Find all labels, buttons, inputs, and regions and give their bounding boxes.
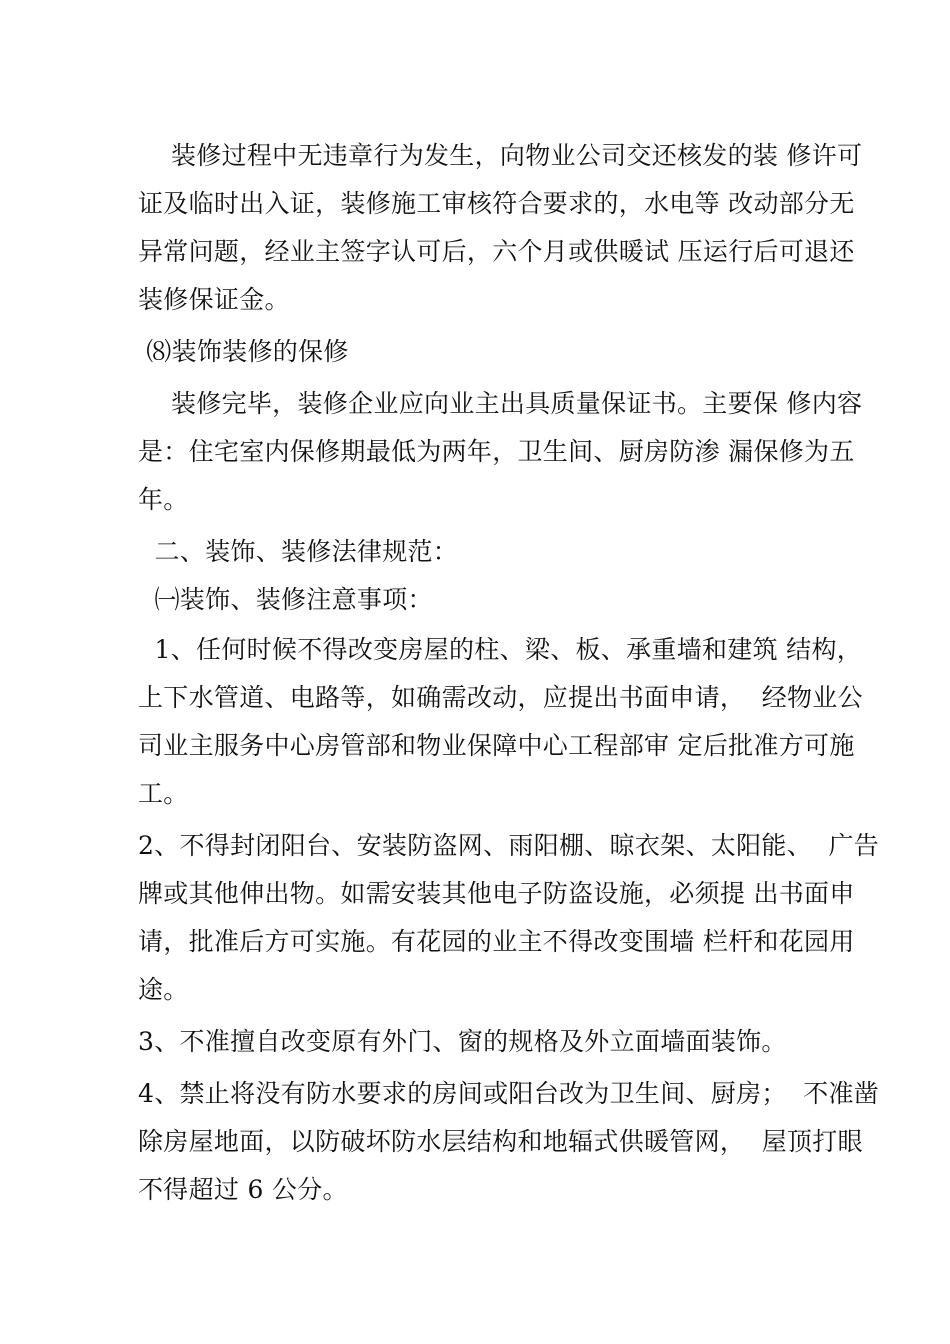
text-line: 上下水管道、电路等，如确需改动，应提出书面申请， 经物业公	[138, 683, 863, 712]
section-heading: ⑻装饰装修的保修	[138, 337, 349, 366]
text-line: 牌或其他伸出物。如需安装其他电子防盗设施，必须提 出书面申	[138, 879, 855, 908]
text-line: 装修完毕，装修企业应向业主出具质量保证书。主要保 修内容	[138, 389, 863, 418]
section-heading: 二、装饰、装修法律规范：	[138, 537, 459, 566]
text-line: 2、不得封闭阳台、安装防盗网、雨阳棚、晾衣架、太阳能、 广告	[138, 831, 880, 860]
text-line: 不得超过 6 公分。	[138, 1175, 348, 1204]
text-line: 途。	[138, 975, 189, 1004]
text-line: 除房屋地面，以防破坏防水层结构和地辐式供暖管网， 屋顶打眼	[138, 1127, 863, 1156]
text-line: 装修过程中无违章行为发生，向物业公司交还核发的装 修许可	[138, 141, 863, 170]
section-heading: ㈠装饰、装修注意事项：	[138, 585, 433, 614]
text-line: 证及临时出入证，装修施工审核符合要求的，水电等 改动部分无	[138, 189, 855, 218]
text-line: 请，批准后方可实施。有花园的业主不得改变围墙 栏杆和花园用	[138, 927, 855, 956]
text-line: 年。	[138, 485, 189, 514]
text-line: 工。	[138, 779, 189, 808]
text-line: 3、不准擅自改变原有外门、窗的规格及外立面墙面装饰。	[138, 1027, 787, 1056]
text-line: 司业主服务中心房管部和物业保障中心工程部审 定后批准方可施	[138, 731, 855, 760]
text-line: 装修保证金。	[138, 285, 290, 314]
text-line: 异常问题，经业主签字认可后，六个月或供暖试 压运行后可退还	[138, 237, 855, 266]
text-line: 1、任何时候不得改变房屋的柱、梁、板、承重墙和建筑 结构，	[138, 635, 863, 664]
text-line: 4、禁止将没有防水要求的房间或阳台改为卫生间、厨房； 不准凿	[138, 1079, 880, 1108]
text-line: 是：住宅室内保修期最低为两年，卫生间、厨房防渗 漏保修为五	[138, 437, 855, 466]
